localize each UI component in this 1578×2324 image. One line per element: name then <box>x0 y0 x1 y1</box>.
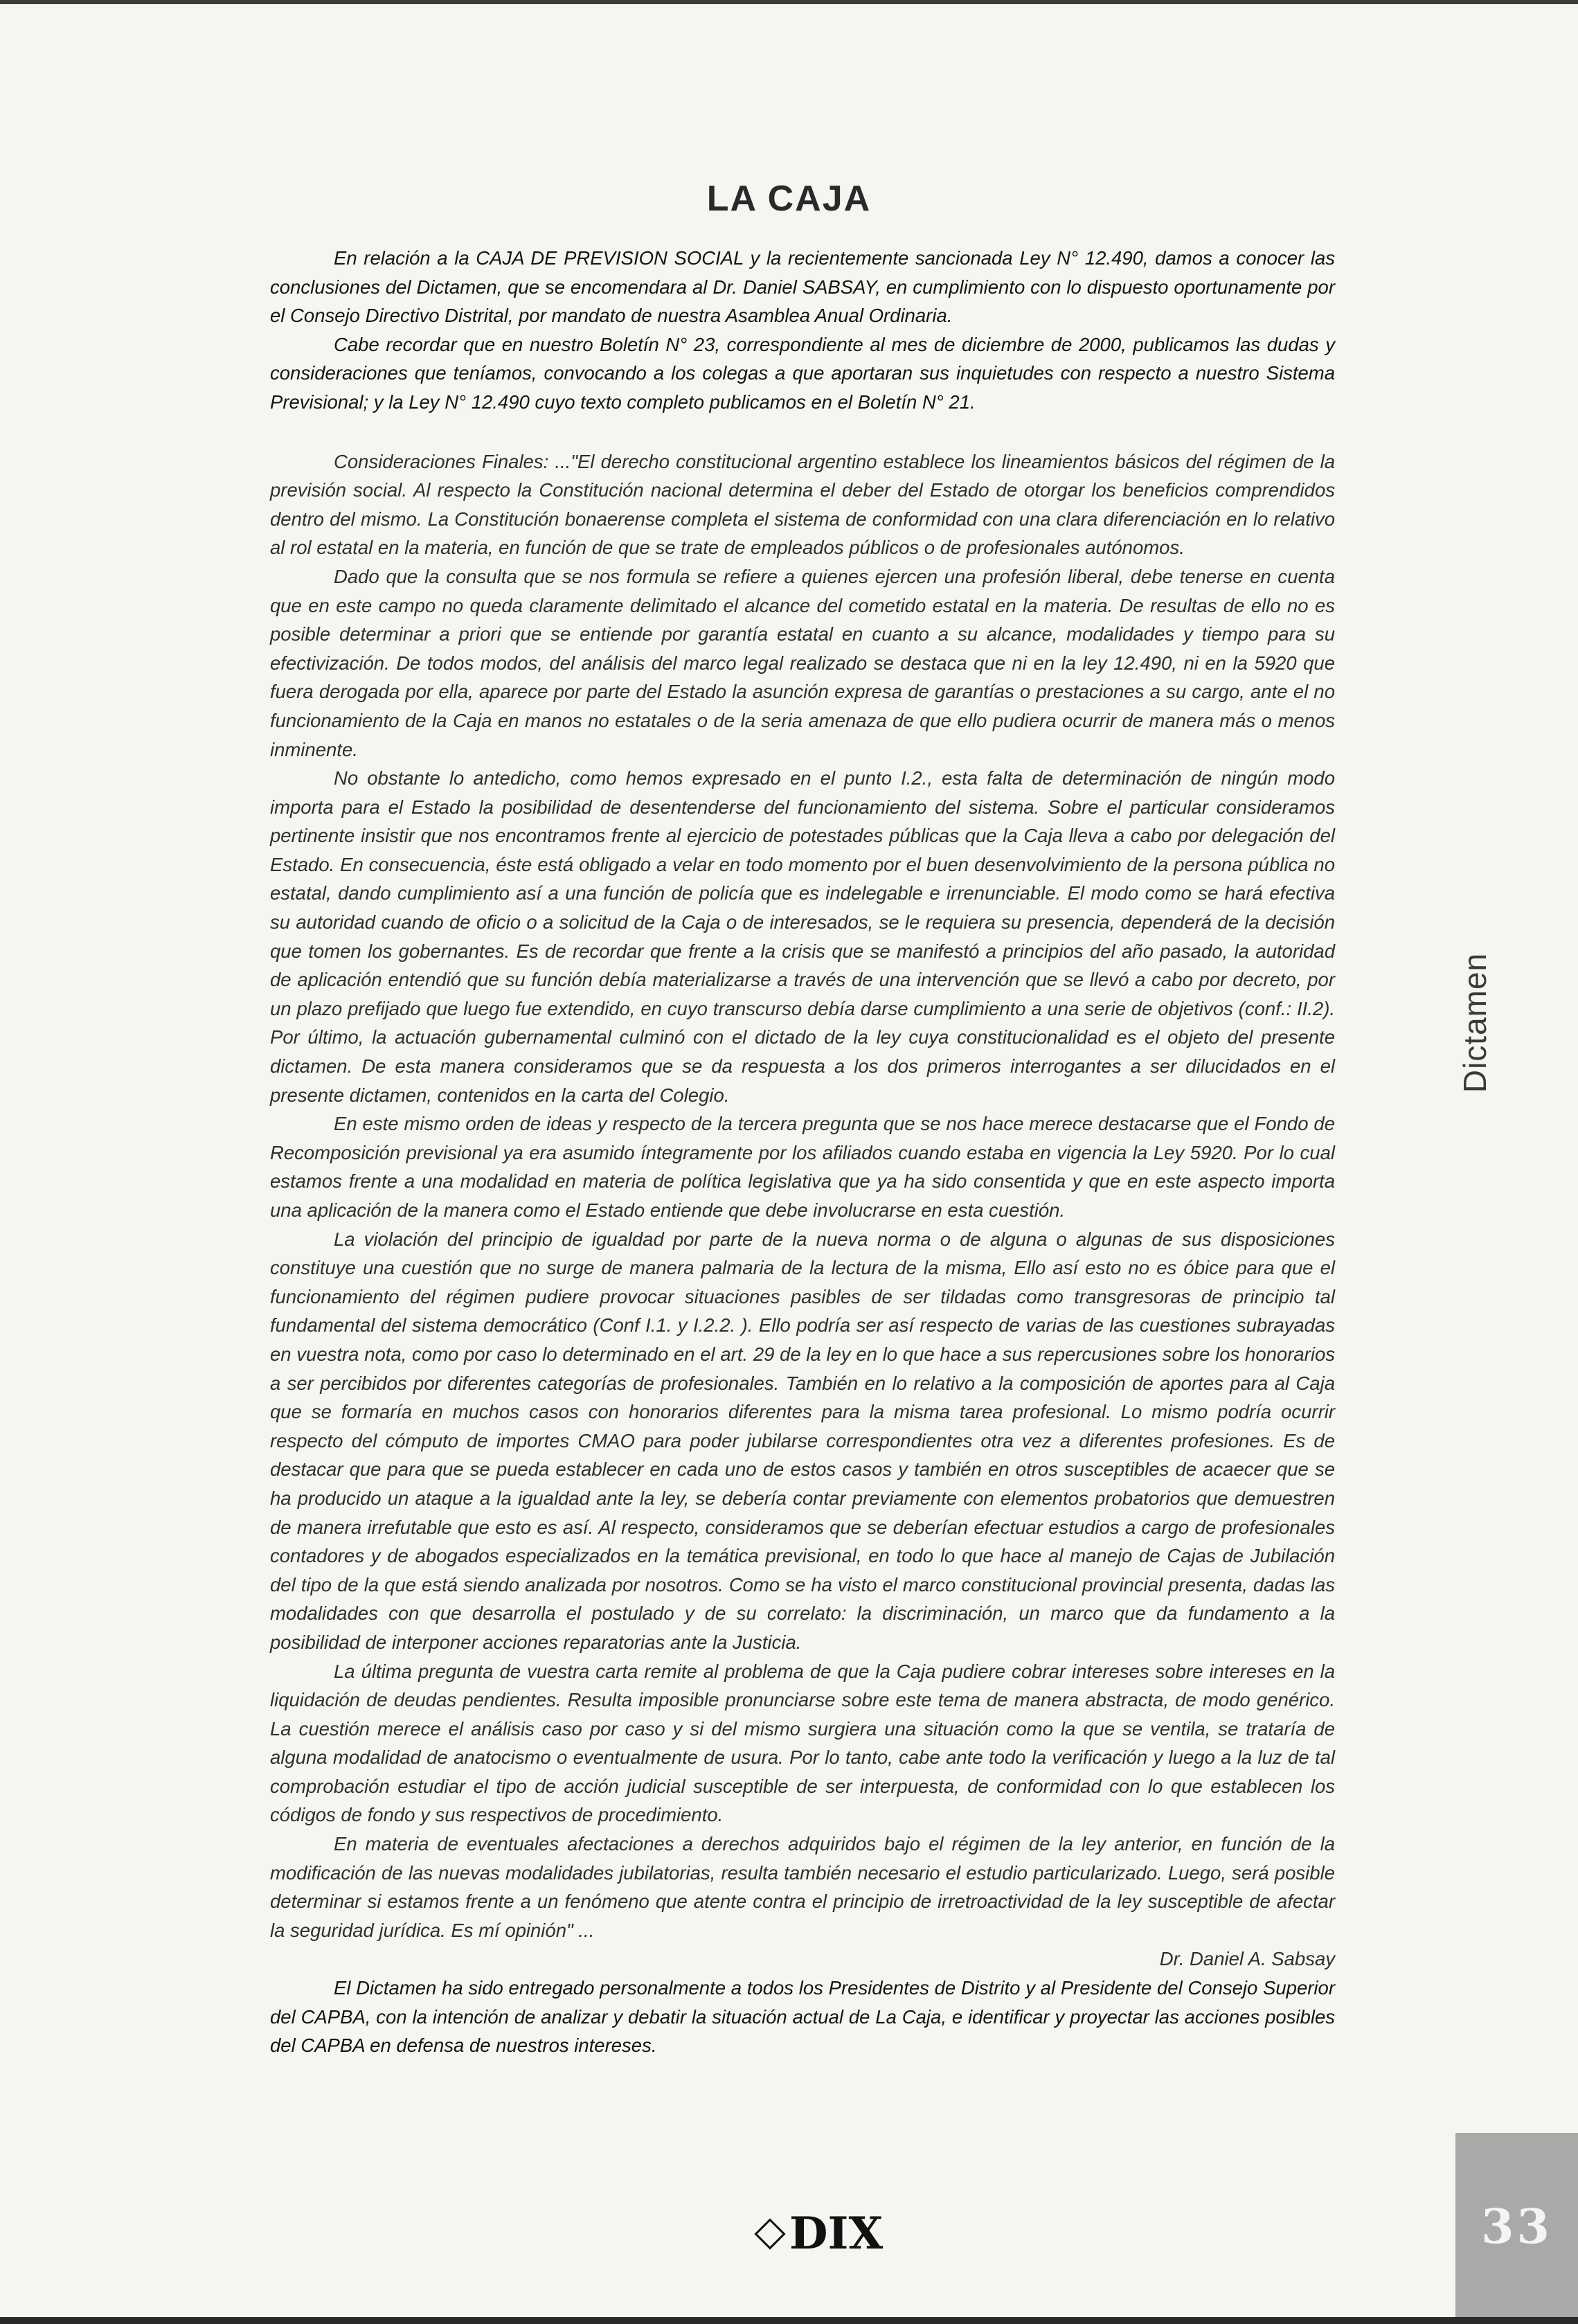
opinion-paragraph: En este mismo orden de ideas y respecto de la tercera pregunta que se nos hace merece destacarse que el Fondo de Recomposición previsional ya era asumido íntegramente por los afiliados cuando estaba en vigencia la Ley 5920. Por lo cual estamos frente a una modalidad en materia de política legislativa que ya ha sido consentida y que en este aspecto importa una aplicación de la manera como el Estado entiende que debe involucrarse en esta cuestión. <box>270 1113 1335 1221</box>
closing-paragraph: El Dictamen ha sido entregado personalmente a todos los Presidentes de Distrito y al Presidente del Consejo Superior del CAPBA, con la intención de analizar y debatir la situación actual de La Caja, e identificar y proyectar las acciones posibles del CAPBA en defensa de nuestros intereses. <box>270 1977 1335 2057</box>
opinion-paragraph: Consideraciones Finales: ..."El derecho constitucional argentino establece los lineamientos básicos del régimen de la previsión social. Al respecto la Constitución nacional determina el deber del Estado de otorgar los beneficios comprendidos dentro del mismo. La Constitución bonaerense completa el sistema de conformidad con una clara diferenciación en lo relativo al rol estatal en la materia, en función de que se trate de empleados públicos o de profesionales autónomos. <box>270 450 1335 559</box>
opinion-paragraph: No obstante lo antedicho, como hemos expresado en el punto I.2., esta falta de determinación de ningún modo importa para el Estado la posibilidad de desentenderse del funcionamiento del sistema. Sobre el particular consideramos pertinente insistir que nos encontramos frente al ejercicio de potestades públicas que la Caja lleva a cabo por delegación del Estado. En consecuencia, éste está obligado a velar en todo momento por el buen desenvolvimiento de la persona pública no estatal, dando cumplimiento así a una función de policía que es indelegable e irrenunciable. El modo como se hará efectiva su autoridad cuando de oficio o a solicitud de la Caja o de interesados, se le requiera su presencia, dependerá de la decisión que tomen los gobernantes. Es de recordar que frente a la crisis que se manifestó a principios del año pasado, la autoridad de aplicación entendió que su función debía materializarse a través de una intervención que se llevó a cabo por decreto, por un plazo prefijado que luego fue extendido, en cuyo transcurso debía darse cumplimiento a una serie de objetivos (conf.: II.2). Por último, la actuación gubernamental culminó con el dictado de la ley cuya constitucionalidad es el objeto del presente dictamen. De esta manera consideramos que se da respuesta a los dos primeros interrogantes a ser dilucidados en el presente dictamen, contenidos en la carta del Colegio. <box>270 767 1335 1106</box>
page-number: 33 <box>1481 2199 1552 2255</box>
signature: Dr. Daniel A. Sabsay <box>1159 1948 1335 1970</box>
opinion-section <box>270 447 1335 1974</box>
opinion-paragraph: La violación del principio de igualdad por parte de la nueva norma o de alguna o algunas de sus disposiciones constituye una cuestión que no surge de manera palmaria de la lectura de la misma, Ello así esto no es óbice para que el funcionamiento del régimen pudiere provocar situaciones pasibles de ser tildadas como transgresoras de principio tal fundamental del sistema democrático (Conf I.1. y I.2.2. ). Ello podría ser así respecto de varias de las cuestiones subrayadas en vuestra nota, como por caso lo determinado en el art. 29 de la ley en lo que hace a sus repercusiones sobre los honorarios a ser percibidos por diferentes categorías de profesionales. También en lo relativo a la composición de aportes para al Caja que se formaría en muchos casos con honorarios diferentes para la misma tarea profesional. Lo mismo podría ocurrir respecto del cómputo de importes CMAO para poder jubilarse correspondientes otra vez a diferentes profesiones. Es de destacar que para que se pueda establecer en cada uno de estos casos y también en otros susceptibles de acaecer que se ha producido un ataque a la igualdad ante la ley, se debería contar previamente con elementos probatorios que demuestren de manera irrefutable que esto es así. Al respecto, consideramos que se deberían efectuar estudios a cargo de profesionales contadores y de abogados especializados en la temática previsional, en todo lo que hace al manejo de Cajas de Jubilación del tipo de la que está siendo analizada por nosotros. Como se ha visto el marco constitucional provincial presenta, dadas las modalidades con que desarrolla el postulado y de su correlato: la discriminación, un marco que da fundamento a la posibilidad de interponer acciones reparatorias ante la Justicia. <box>270 1228 1335 1653</box>
section-side-label: Dictamen <box>1457 952 1493 1093</box>
intro-section <box>270 244 1335 417</box>
article-body <box>270 244 1335 2060</box>
footer-logo <box>759 2208 883 2260</box>
logo-text: DIX <box>789 2208 884 2260</box>
opinion-paragraph: La última pregunta de vuestra carta remite al problema de que la Caja pudiere cobrar intereses sobre intereses en la liquidación de deudas pendientes. Resulta imposible pronunciarse sobre este tema de manera abstracta, de modo genérico. La cuestión merece el análisis caso por caso y si del mismo surgiera una situación como la que se ventila, se trataría de alguna modalidad de anatocismo o eventualmente de usura. Por lo tanto, cabe ante todo la verificación y luego a la luz de tal comprobación estudiar el tipo de acción judicial susceptible de ser interpuesta, de conformidad con lo que establecen los códigos de fondo y sus respectivos de procedimiento. <box>270 1660 1335 1826</box>
page-number-tab <box>1455 2133 1578 2317</box>
spacer <box>270 417 1335 447</box>
intro-paragraph: Cabe recordar que en nuestro Boletín N° 23, correspondiente al mes de diciembre de 2000, publicamos las dudas y consideraciones que teníamos, convocando a los colegas a que aportaran sus inquietudes con respecto a nuestro Sistema Previsional; y la Ley N° 12.490 cuyo texto completo publicamos en el Boletín N° 21. <box>270 333 1335 413</box>
opinion-paragraph: Dado que la consulta que se nos formula se refiere a quienes ejercen una profesión liberal, debe tenerse en cuenta que en este campo no queda claramente delimitado el alcance del cometido estatal en la materia. De resultas de ello no es posible determinar a priori que se entiende por garantía estatal en cuanto a su alcance, modalidades y tiempo para su efectivización. De todos modos, del análisis del marco legal realizado se destaca que ni en la ley 12.490, ni en la 5920 que fuera derogada por ella, aparece por parte del Estado la asunción expresa de garantías o prestaciones a su cargo, ante el no funcionamiento de la Caja en manos no estatales o de la seria amenaza de que ello pudiera ocurrir de manera más o menos inminente. <box>270 565 1335 760</box>
intro-paragraph: En relación a la CAJA DE PREVISION SOCIAL y la recientemente sancionada Ley N° 12.490, damos a conocer las conclusiones del Dictamen, que se encomendara al Dr. Daniel SABSAY, en cumplimiento con lo dispuesto oportunamente por el Consejo Directivo Distrital, por mandato de nuestra Asamblea Anual Ordinaria. <box>270 247 1335 327</box>
bottom-rule <box>0 2317 1578 2324</box>
top-rule <box>0 0 1578 4</box>
closing-section <box>270 1974 1335 2060</box>
page-title: LA CAJA <box>706 178 872 219</box>
opinion-paragraph: En materia de eventuales afectaciones a derechos adquiridos bajo el régimen de la ley anterior, en función de la modificación de las nuevas modalidades jubilatorias, resulta también necesario el estudio particularizado. Luego, será posible determinar si estamos frente a un fenómeno que atente contra el principio de irretroactividad de la ley susceptible de afectar la seguridad jurídica. Es mí opinión" ... <box>270 1833 1335 1941</box>
logo-diamond-icon <box>754 2218 785 2249</box>
